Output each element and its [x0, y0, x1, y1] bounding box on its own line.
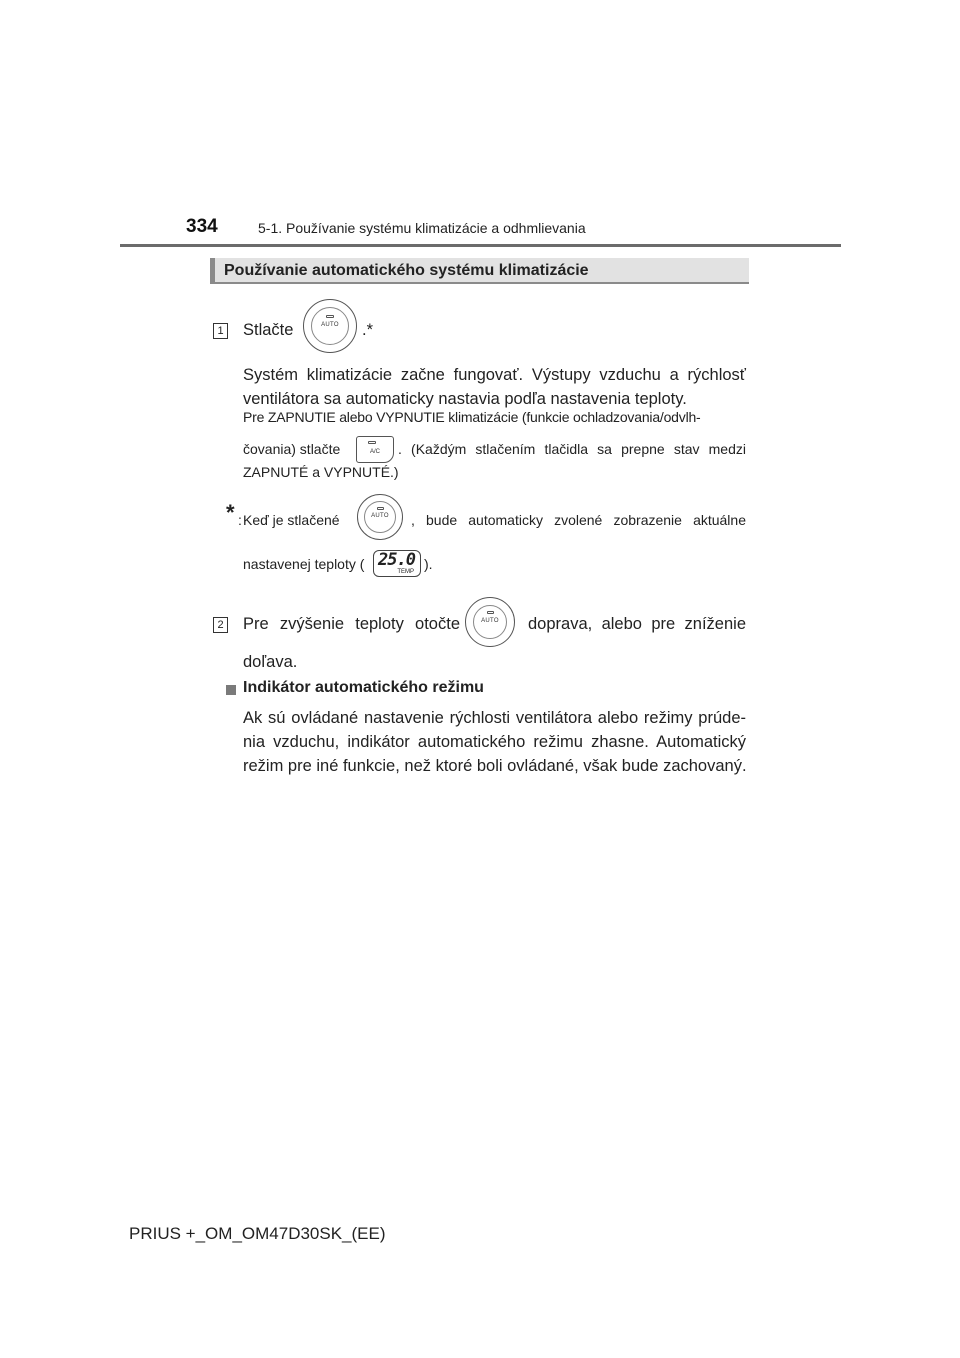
header-divider — [120, 244, 841, 247]
temperature-display-value: 25.0 — [378, 550, 415, 570]
auto-dial-icon — [465, 597, 515, 647]
ac-note-line-3: ZAPNUTÉ a VYPNUTÉ.) — [243, 464, 399, 480]
chapter-heading: 5-1. Používanie systému klimatizácie a odhmlievania — [258, 220, 586, 236]
page-number: 334 — [186, 216, 218, 237]
step-number-2: 2 — [213, 617, 228, 633]
auto-indicator-line-1: Ak sú ovládané nastavenie rýchlosti ventilátora alebo režimy prúde- — [243, 709, 746, 727]
auto-button-icon — [303, 299, 357, 353]
ac-note-line-1: Pre ZAPNUTIE alebo VYPNUTIE klimatizácie (funkcie ochladzovania/odvlh- — [243, 409, 701, 425]
footnote-line-1-start: Keď je stlačené — [243, 512, 340, 528]
ac-button-icon-label: A/C — [369, 449, 380, 455]
auto-button-small-label: AUTO — [371, 513, 389, 519]
footnote-line-1-end: , bude automaticky zvolené zobrazenie aktuálne — [411, 512, 746, 528]
step1-period-asterisk: .* — [362, 321, 374, 339]
ac-note-line-2-end: . (Každým stlačením tlačidla sa prepne stav medzi — [398, 441, 746, 457]
step1-description-line-2: ventilátora sa automaticky nastavia podľa nastavenia teploty. — [243, 390, 687, 408]
footnote-line-2-end: ). — [424, 556, 433, 572]
auto-button-icon-label: AUTO — [321, 322, 339, 328]
step-number-1: 1 — [213, 323, 228, 339]
temperature-display-label: TEMP — [397, 569, 414, 575]
auto-indicator-line-3: režim pre iné funkcie, než ktoré boli ovládané, však bude zachovaný. — [243, 757, 747, 775]
ac-note-line-2-start: čovania) stlačte — [243, 441, 341, 457]
auto-dial-icon-label: AUTO — [481, 618, 499, 624]
step2-line-1-start: Pre zvýšenie teploty otočte — [243, 615, 460, 633]
step2-line-1-end: doprava, alebo pre zníženie — [528, 615, 746, 633]
step1-description-line-1: Systém klimatizácie začne fungovať. Výstupy vzduchu a rýchlosť — [243, 366, 746, 384]
step1-press-label: Stlačte — [243, 321, 294, 339]
auto-button-icon-small — [357, 494, 403, 540]
footnote-asterisk: * — [226, 500, 235, 525]
bullet-square-icon — [226, 685, 236, 695]
section-title: Používanie automatického systému klimatizácie — [224, 262, 589, 279]
footnote-colon: : — [238, 512, 242, 528]
auto-indicator-line-2: nia vzduchu, indikátor automatického režimu zhasne. Automatický — [243, 733, 746, 751]
footnote-line-2-start: nastavenej teploty ( — [243, 556, 365, 572]
temperature-display-icon — [373, 550, 421, 577]
auto-indicator-heading: Indikátor automatického režimu — [243, 679, 484, 696]
document-code: PRIUS +_OM_OM47D30SK_(EE) — [129, 1224, 386, 1243]
step2-line-2: doľava. — [243, 653, 298, 671]
ac-button-icon — [356, 436, 394, 463]
